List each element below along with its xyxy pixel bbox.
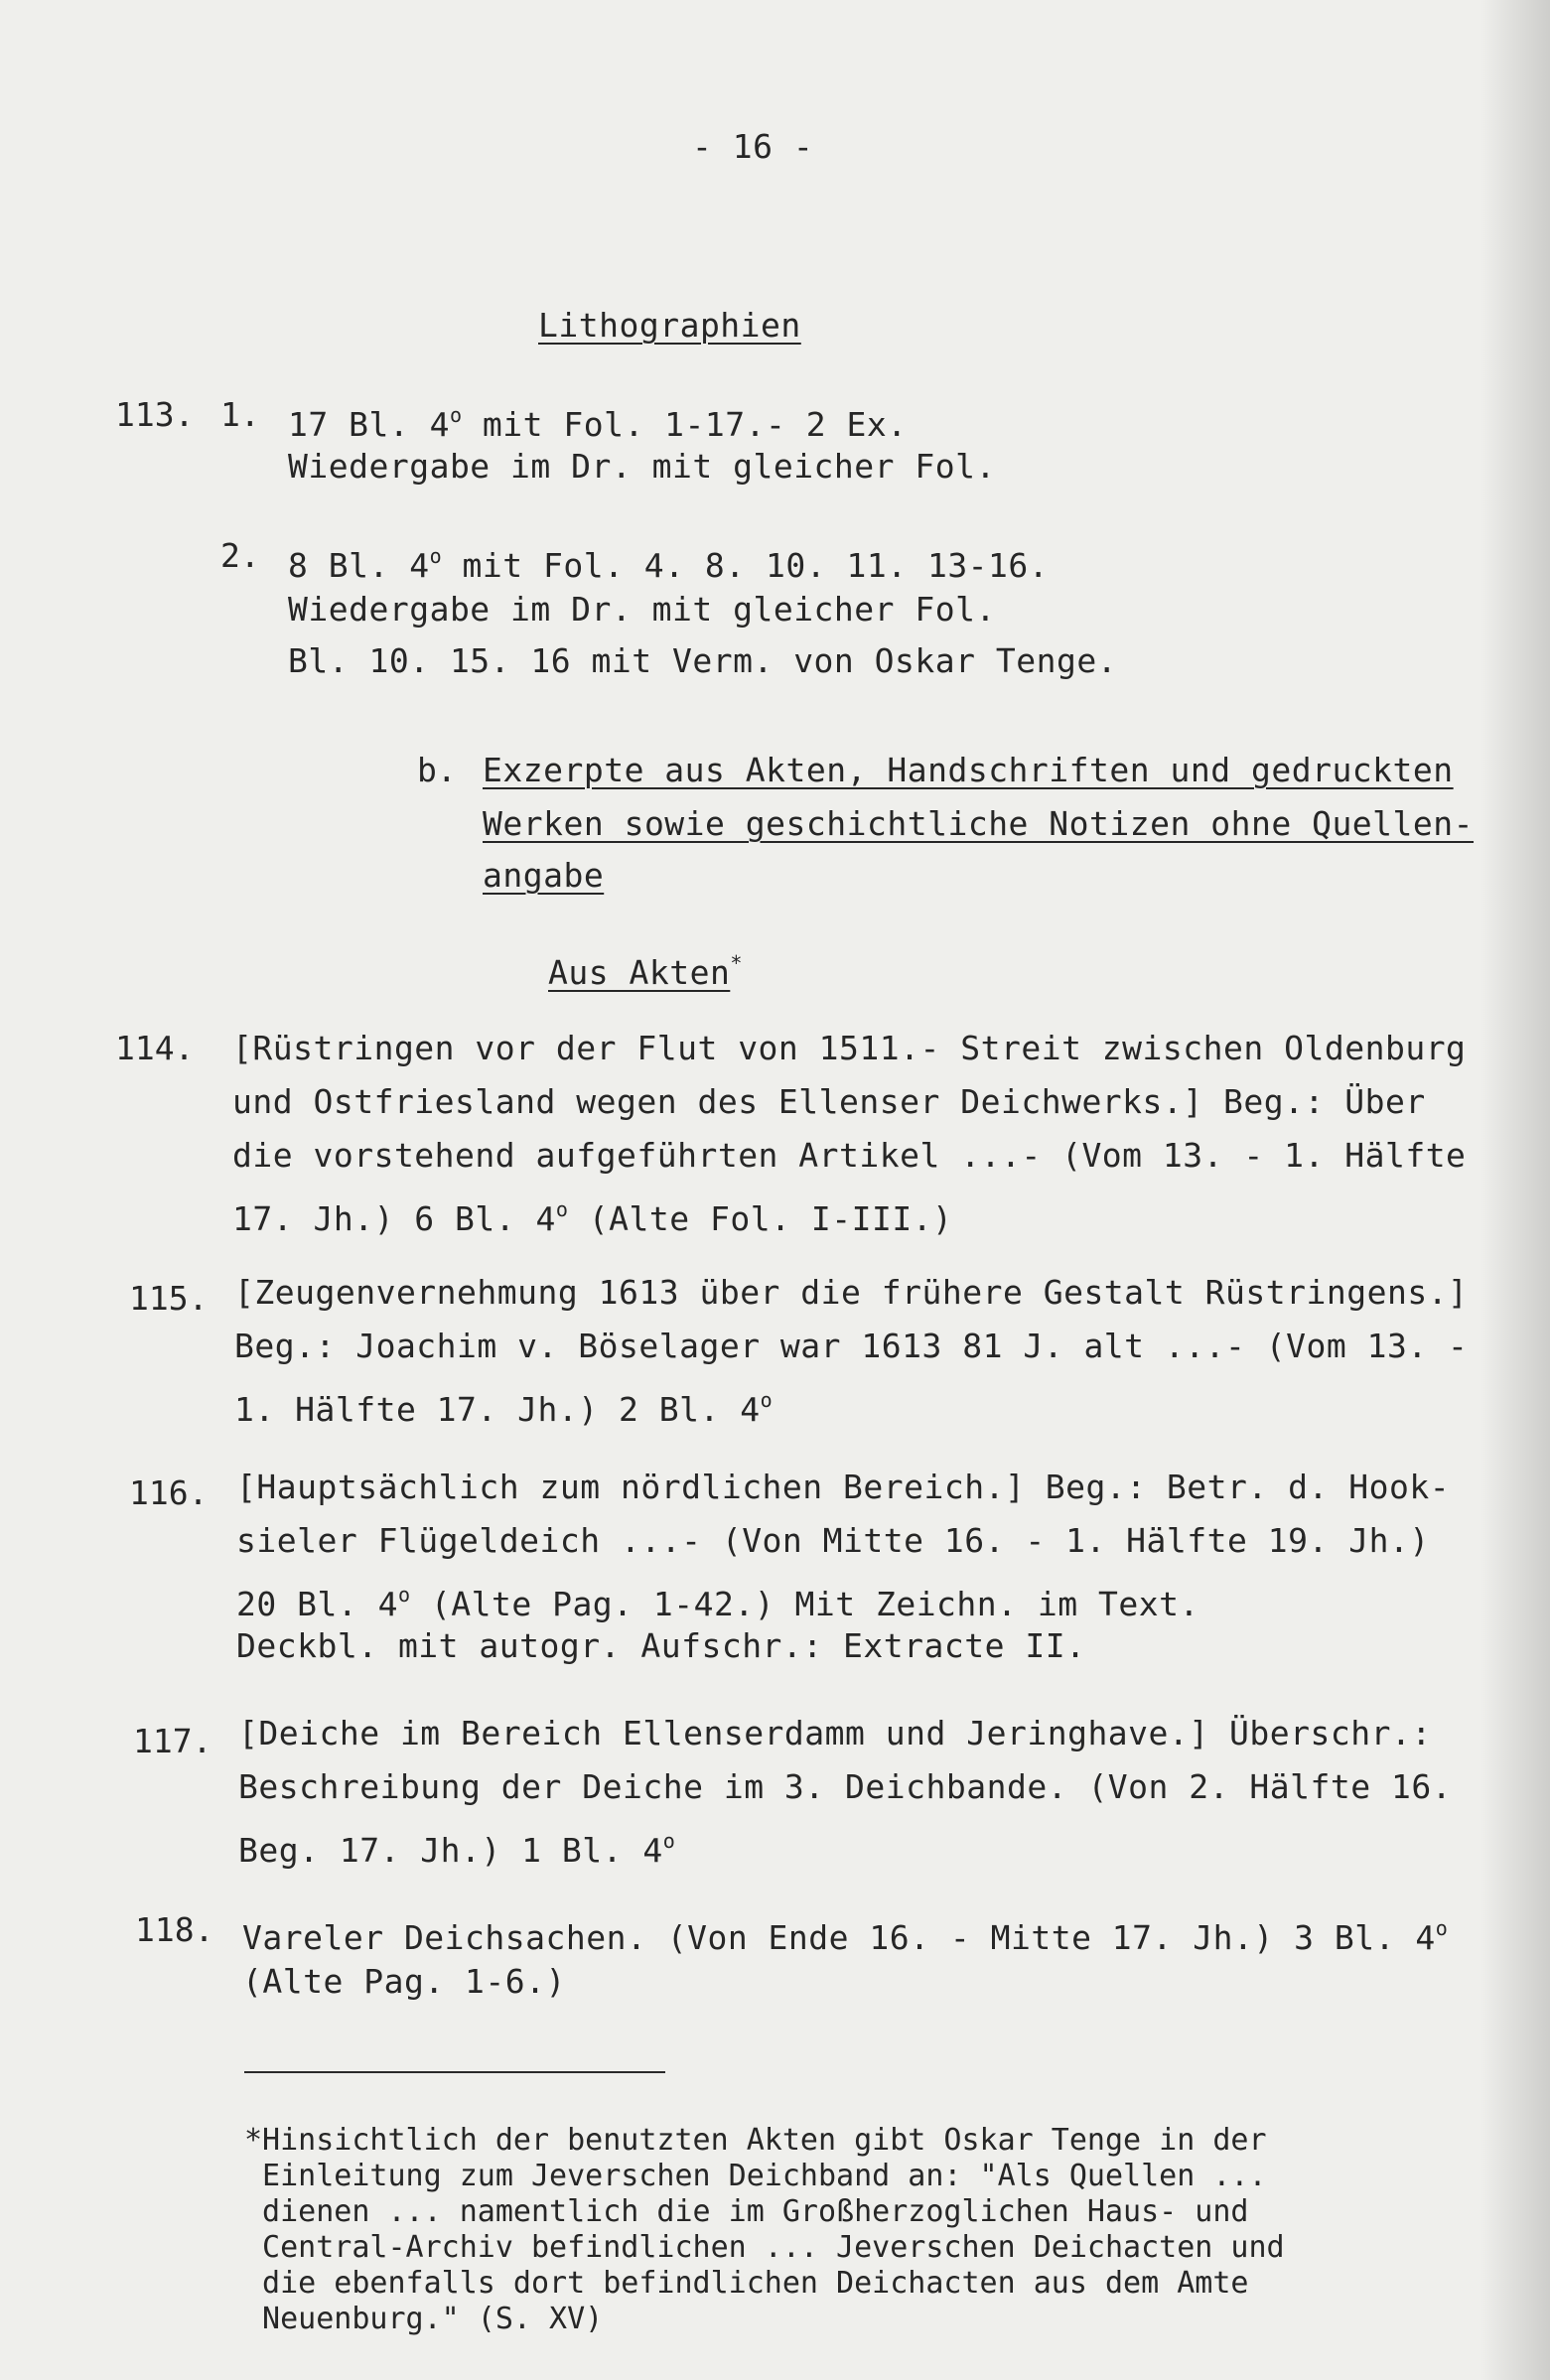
subsection-b-line1: Exzerpte aus Akten, Handschriften und gedruckten [483,751,1454,789]
entry-117-line3: Beg. 17. Jh.) 1 Bl. 4$^o$ [238,1829,676,1870]
footnote-divider [244,2071,665,2073]
footnote-line3: dienen ... namentlich die im Großherzoglichen Haus- und [244,2194,1249,2229]
aus-akten-heading: Aus Akten* [548,951,743,992]
entry-number-116: 116. [129,1473,209,1512]
entry-113-item2-number: 2. [220,536,260,575]
entry-113-item2-line1: 8 Bl. 4$^o$ mit Fol. 4. 8. 10. 11. 13-16. [288,544,1050,585]
footnote-line6: Neuenburg." (S. XV) [244,2302,604,2336]
entry-number-113: 113. [115,395,195,434]
entry-114-line2: und Ostfriesland wegen des Ellenser Deichwerks.] Beg.: Über [232,1082,1426,1121]
subsection-b-label: b. [417,751,457,789]
entry-113-item1-line1: 17 Bl. 4$^o$ mit Fol. 1-17.- 2 Ex. [288,403,908,444]
entry-118-line2: (Alte Pag. 1-6.) [242,1962,566,2001]
entry-113-item2-line2: Wiedergabe im Dr. mit gleicher Fol. [288,590,996,629]
entry-115-line1: [Zeugenvernehmung 1613 über die frühere Gestalt Rüstringens.] [234,1273,1469,1312]
entry-117-line2: Beschreibung der Deiche im 3. Deichbande. (Von 2. Hälfte 16. [238,1767,1453,1806]
entry-number-114: 114. [115,1029,195,1067]
entry-114-line3: die vorstehend aufgeführten Artikel ...- (Vom 13. - 1. Hälfte [232,1136,1467,1175]
subsection-b-line3: angabe [483,856,605,895]
footnote-line4: Central-Archiv befindlichen ... Jeverschen Deichacten und [244,2230,1285,2265]
entry-115-line2: Beg.: Joachim v. Böselager war 1613 81 J. alt ...- (Vom 13. - [234,1327,1469,1365]
entry-116-line3: 20 Bl. 4$^o$ (Alte Pag. 1-42.) Mit Zeichn. im Text. [236,1583,1199,1623]
footnote-line5: die ebenfalls dort befindlichen Deichacten aus dem Amte [244,2266,1249,2301]
entry-117-line1: [Deiche im Bereich Ellenserdamm und Jeringhave.] Überschr.: [238,1714,1432,1752]
entry-116-line2: sieler Flügeldeich ...- (Von Mitte 16. - 1. Hälfte 19. Jh.) [236,1521,1430,1560]
entry-number-117: 117. [133,1722,212,1760]
footnote-line1: *Hinsichtlich der benutzten Akten gibt Oskar Tenge in der [244,2123,1267,2158]
entry-number-118: 118. [135,1910,214,1949]
section-title: Lithographien [538,306,801,345]
entry-113-item1-number: 1. [220,395,260,434]
entry-114-line4: 17. Jh.) 6 Bl. 4$^o$ (Alte Fol. I-III.) [232,1197,953,1238]
subsection-b-line2: Werken sowie geschichtliche Notizen ohne Quellen- [483,804,1475,843]
footnote-line2: Einleitung zum Jeverschen Deichband an: "Als Quellen ... [244,2159,1267,2193]
entry-116-line4: Deckbl. mit autogr. Aufschr.: Extracte II. [236,1626,1086,1665]
entry-115-line3: 1. Hälfte 17. Jh.) 2 Bl. 4$^o$ [234,1388,774,1429]
page-number: - 16 - [692,127,814,166]
entry-number-115: 115. [129,1279,209,1318]
entry-118-line1: Vareler Deichsachen. (Von Ende 16. - Mitte 17. Jh.) 3 Bl. 4$^o$ [242,1916,1449,1957]
entry-113-item1-line2: Wiedergabe im Dr. mit gleicher Fol. [288,447,996,486]
entry-113-item2-line3: Bl. 10. 15. 16 mit Verm. von Oskar Tenge. [288,641,1118,680]
entry-116-line1: [Hauptsächlich zum nördlichen Bereich.] Beg.: Betr. d. Hook- [236,1468,1451,1506]
entry-114-line1: [Rüstringen vor der Flut von 1511.- Streit zwischen Oldenburg [232,1029,1467,1067]
page-edge-shadow [1480,0,1550,2380]
